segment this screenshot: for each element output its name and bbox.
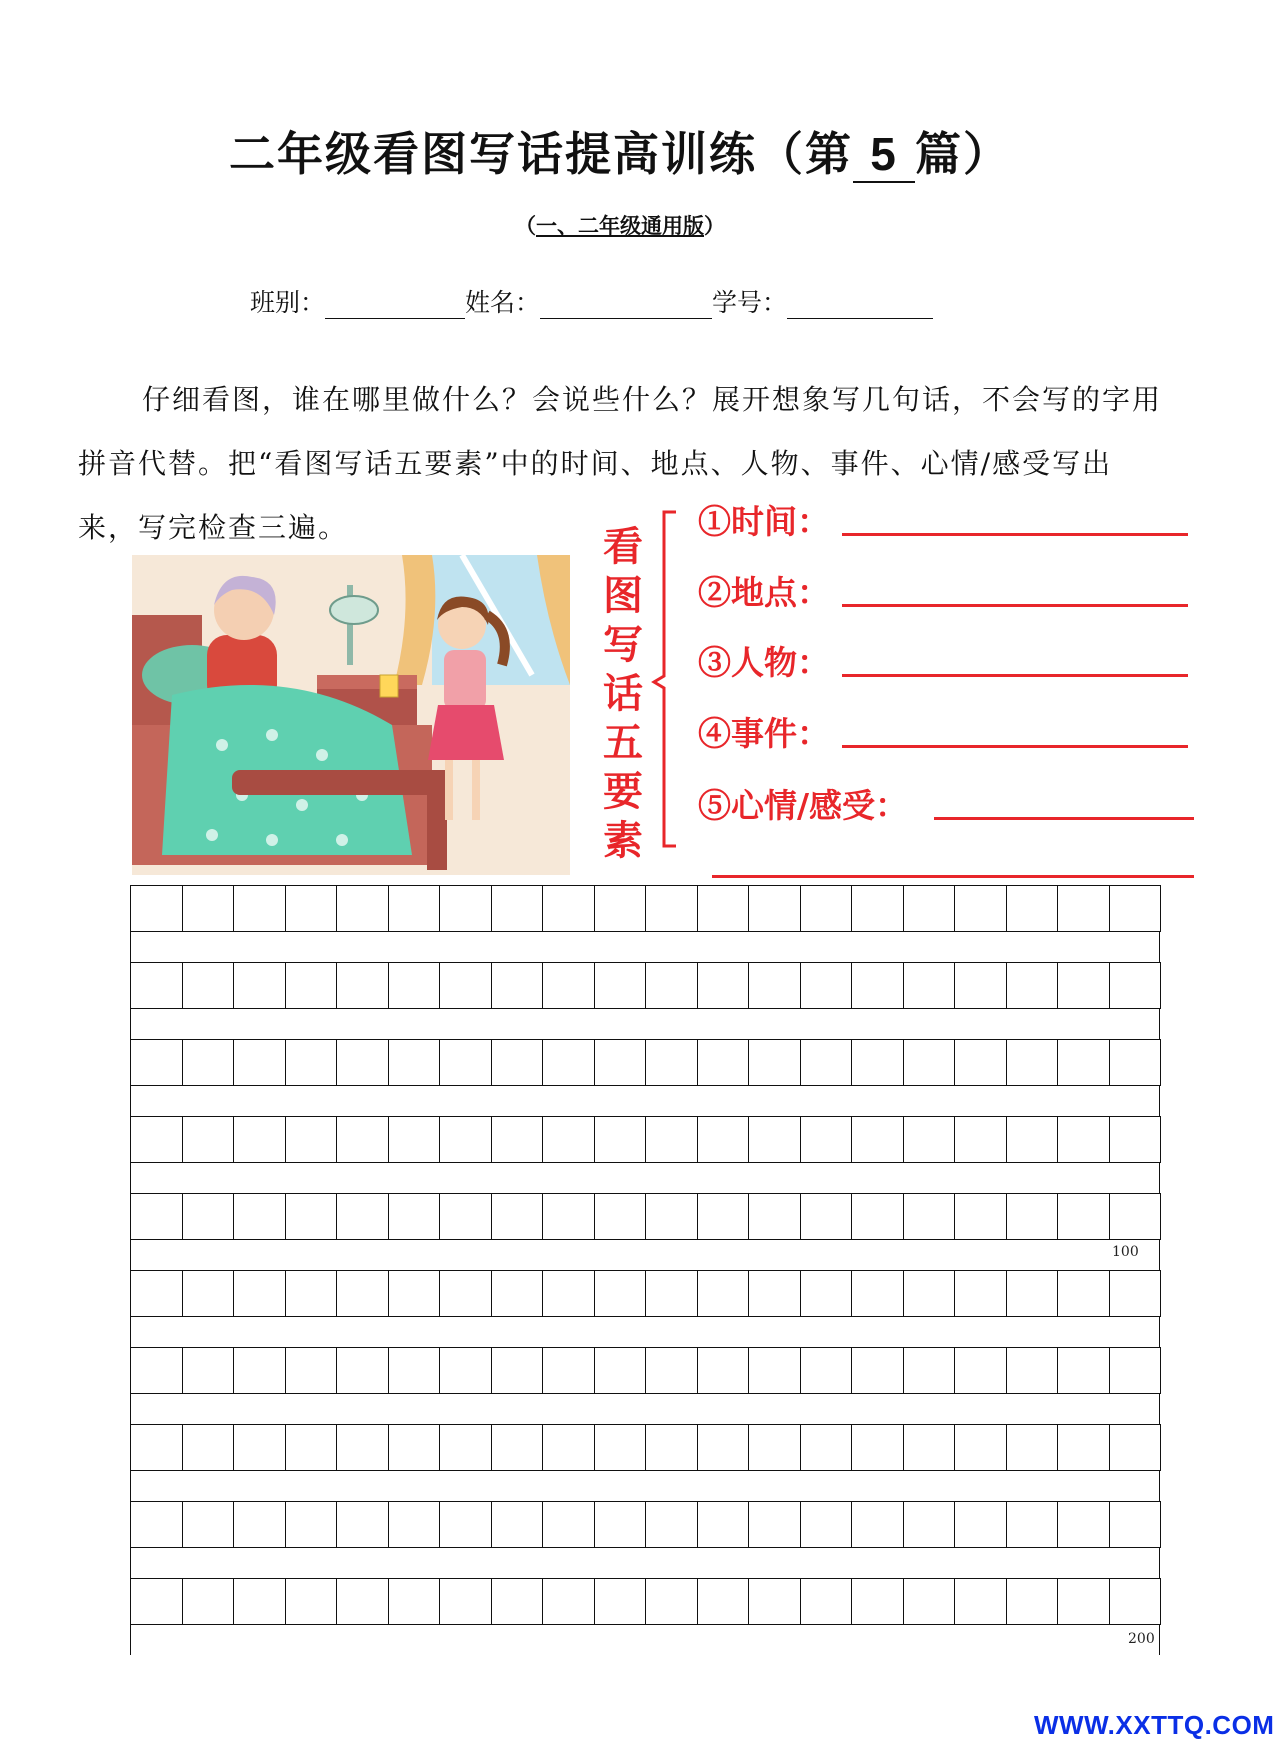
grid-cell[interactable] <box>389 1117 441 1162</box>
grid-cell[interactable] <box>1007 1117 1059 1162</box>
grid-cell[interactable] <box>337 1117 389 1162</box>
name-label: 姓名： <box>465 288 541 317</box>
grid-cell[interactable] <box>852 1348 904 1393</box>
grid-cell[interactable] <box>852 1040 904 1085</box>
grid-cell[interactable] <box>337 886 389 931</box>
grid-cell[interactable] <box>131 1271 183 1316</box>
grid-cell[interactable] <box>543 1348 595 1393</box>
grid-cell[interactable] <box>801 1579 853 1624</box>
grid-cell[interactable] <box>749 1194 801 1239</box>
element-label: ⑤心情/感受： <box>698 786 909 825</box>
grid-cell[interactable] <box>595 1425 647 1470</box>
grid-cell[interactable] <box>904 1579 956 1624</box>
grid-cell[interactable] <box>543 1502 595 1547</box>
grid-cell[interactable] <box>1058 1040 1110 1085</box>
grid-cell[interactable] <box>440 1502 492 1547</box>
grid-cell[interactable] <box>801 1348 853 1393</box>
grid-cell[interactable] <box>698 1194 750 1239</box>
grid-cell[interactable] <box>698 1040 750 1085</box>
grid-cell[interactable] <box>801 1502 853 1547</box>
page-title <box>0 118 1240 184</box>
grid-cell[interactable] <box>698 886 750 931</box>
grid-cell[interactable] <box>1007 886 1059 931</box>
grid-cell[interactable] <box>595 1348 647 1393</box>
student-info <box>250 283 933 319</box>
grid-cell[interactable] <box>904 1271 956 1316</box>
grid-cell[interactable] <box>646 886 698 931</box>
grid-cell[interactable] <box>1110 1425 1162 1470</box>
grid-cell[interactable] <box>389 1040 441 1085</box>
grid-cell[interactable] <box>852 1271 904 1316</box>
footer-site: WWW.XXTTQ.COM <box>1034 1710 1274 1740</box>
grid-cell[interactable] <box>1007 963 1059 1008</box>
grid-cell[interactable] <box>1110 1271 1162 1316</box>
grid-cell[interactable] <box>955 1579 1007 1624</box>
grid-cell[interactable] <box>904 1040 956 1085</box>
grid-cell[interactable] <box>440 1425 492 1470</box>
grid-cell[interactable] <box>698 1348 750 1393</box>
grid-cell[interactable] <box>646 1348 698 1393</box>
grid-cell[interactable] <box>801 1194 853 1239</box>
grid-cell[interactable] <box>337 1194 389 1239</box>
grid-cell[interactable] <box>440 1348 492 1393</box>
grid-cell[interactable] <box>286 1502 338 1547</box>
grid-cell[interactable] <box>1007 1425 1059 1470</box>
grid-cell[interactable] <box>801 1117 853 1162</box>
grid-cell[interactable] <box>749 1271 801 1316</box>
grid-cell[interactable] <box>646 1040 698 1085</box>
grid-cell[interactable] <box>852 1579 904 1624</box>
grid-row <box>130 1578 1161 1625</box>
grid-cell[interactable] <box>543 886 595 931</box>
grid-cell[interactable] <box>440 1579 492 1624</box>
grid-row-gap <box>130 1316 1160 1347</box>
grid-cell[interactable] <box>1007 1271 1059 1316</box>
grid-cell[interactable] <box>234 1117 286 1162</box>
grid-cell[interactable] <box>183 963 235 1008</box>
grid-cell[interactable] <box>286 1194 338 1239</box>
grid-cell[interactable] <box>337 963 389 1008</box>
grid-cell[interactable] <box>749 1425 801 1470</box>
title-suffix: 篇） <box>915 127 1011 181</box>
grid-cell[interactable] <box>904 1117 956 1162</box>
grid-cell[interactable] <box>389 886 441 931</box>
grid-cell[interactable] <box>234 886 286 931</box>
grid-cell[interactable] <box>646 1579 698 1624</box>
grid-cell[interactable] <box>440 1040 492 1085</box>
grid-cell[interactable] <box>543 1117 595 1162</box>
grid-cell[interactable] <box>1110 1040 1162 1085</box>
subtitle-close: ） <box>704 214 725 238</box>
grid-cell[interactable] <box>595 886 647 931</box>
grid-row <box>130 1270 1161 1317</box>
grid-row-gap <box>130 1547 1160 1578</box>
grid-cell[interactable] <box>595 1194 647 1239</box>
subtitle <box>0 210 1240 240</box>
grid-cell[interactable] <box>801 1040 853 1085</box>
heading-char: 看 <box>603 523 643 570</box>
grid-cell[interactable] <box>1007 1040 1059 1085</box>
answer-line[interactable] <box>712 875 1194 878</box>
grid-row-gap <box>130 931 1160 962</box>
grid-cell[interactable] <box>337 1579 389 1624</box>
grid-cell[interactable] <box>1007 1348 1059 1393</box>
grid-cell[interactable] <box>440 1194 492 1239</box>
grid-cell[interactable] <box>749 1117 801 1162</box>
grid-cell[interactable] <box>337 1040 389 1085</box>
grid-cell[interactable] <box>131 963 183 1008</box>
grid-cell[interactable] <box>183 886 235 931</box>
grid-cell[interactable] <box>286 1040 338 1085</box>
grid-cell[interactable] <box>852 886 904 931</box>
grid-cell[interactable] <box>183 1502 235 1547</box>
grid-cell[interactable] <box>595 1579 647 1624</box>
grid-cell[interactable] <box>852 1502 904 1547</box>
grid-row <box>130 1116 1161 1163</box>
grid-cell[interactable] <box>801 963 853 1008</box>
grid-cell[interactable] <box>131 1194 183 1239</box>
grid-cell[interactable] <box>955 1040 1007 1085</box>
grid-cell[interactable] <box>904 886 956 931</box>
grid-cell[interactable] <box>1110 1579 1162 1624</box>
grid-cell[interactable] <box>852 1425 904 1470</box>
answer-line[interactable] <box>842 674 1188 677</box>
grid-row <box>130 1039 1161 1086</box>
grid-row <box>130 1193 1161 1240</box>
element-place[interactable] <box>698 567 1198 611</box>
grid-cell[interactable] <box>234 1348 286 1393</box>
grid-cell[interactable] <box>234 1425 286 1470</box>
grid-cell[interactable] <box>749 1579 801 1624</box>
element-label: ①时间： <box>698 502 830 541</box>
heading-char: 要 <box>603 768 643 815</box>
title-number: 5 <box>853 127 915 183</box>
grid-cell[interactable] <box>749 963 801 1008</box>
element-label: ④事件： <box>698 714 830 753</box>
grid-cell[interactable] <box>646 963 698 1008</box>
heading-char: 写 <box>603 621 643 668</box>
grid-cell[interactable] <box>1058 1502 1110 1547</box>
grid-cell[interactable] <box>492 1271 544 1316</box>
grid-cell[interactable] <box>904 1425 956 1470</box>
grid-cell[interactable] <box>955 1194 1007 1239</box>
grid-row-gap <box>130 1008 1160 1039</box>
grid-cell[interactable] <box>131 1348 183 1393</box>
id-field[interactable] <box>787 290 933 319</box>
bracket-icon <box>652 510 682 848</box>
grid-cell[interactable] <box>698 1271 750 1316</box>
grid-cell[interactable] <box>389 1271 441 1316</box>
grid-cell[interactable] <box>234 1040 286 1085</box>
grid-cell[interactable] <box>801 1425 853 1470</box>
heading-char: 五 <box>603 719 643 766</box>
grid-cell[interactable] <box>1110 963 1162 1008</box>
grid-cell[interactable] <box>492 1579 544 1624</box>
grid-cell[interactable] <box>492 1194 544 1239</box>
grid-cell[interactable] <box>595 1040 647 1085</box>
grid-cell[interactable] <box>337 1425 389 1470</box>
grid-cell[interactable] <box>852 963 904 1008</box>
heading-char: 素 <box>603 817 643 864</box>
grid-cell[interactable] <box>492 1425 544 1470</box>
answer-line[interactable] <box>842 533 1188 536</box>
grid-cell[interactable] <box>389 1194 441 1239</box>
grid-cell[interactable] <box>852 1194 904 1239</box>
grid-cell[interactable] <box>543 1194 595 1239</box>
grid-cell[interactable] <box>183 1117 235 1162</box>
grid-cell[interactable] <box>1058 1271 1110 1316</box>
element-event[interactable] <box>698 708 1198 752</box>
grid-cell[interactable] <box>389 963 441 1008</box>
grid-cell[interactable] <box>286 963 338 1008</box>
grid-cell[interactable] <box>1110 1502 1162 1547</box>
grid-cell[interactable] <box>286 1579 338 1624</box>
grid-cell[interactable] <box>543 1271 595 1316</box>
grid-cell[interactable] <box>286 1348 338 1393</box>
grid-cell[interactable] <box>440 1117 492 1162</box>
grid-cell[interactable] <box>286 1117 338 1162</box>
grid-cell[interactable] <box>955 1502 1007 1547</box>
grid-cell[interactable] <box>1007 1502 1059 1547</box>
grid-cell[interactable] <box>337 1348 389 1393</box>
grid-cell[interactable] <box>492 1502 544 1547</box>
heading-char: 话 <box>603 670 643 717</box>
title-prefix: 二年级看图写话提高训练（第 <box>229 127 853 181</box>
grandma-in-bed-girl-with-cup-illustration <box>132 555 570 875</box>
name-field[interactable] <box>540 290 712 319</box>
grid-cell[interactable] <box>492 963 544 1008</box>
grid-cell[interactable] <box>698 1579 750 1624</box>
grid-cell[interactable] <box>131 886 183 931</box>
grid-cell[interactable] <box>234 1579 286 1624</box>
grid-cell[interactable] <box>183 1271 235 1316</box>
grid-cell[interactable] <box>1058 963 1110 1008</box>
grid-cell[interactable] <box>852 1117 904 1162</box>
grid-cell[interactable] <box>749 1040 801 1085</box>
grid-row-gap <box>130 1239 1160 1270</box>
grid-cell[interactable] <box>904 1502 956 1547</box>
element-extra-line[interactable] <box>698 838 1198 882</box>
grid-cell[interactable] <box>1110 886 1162 931</box>
grid-row-gap <box>130 1624 1160 1655</box>
grid-cell[interactable] <box>1058 1425 1110 1470</box>
grid-cell[interactable] <box>131 1579 183 1624</box>
grid-cell[interactable] <box>337 1502 389 1547</box>
grid-cell[interactable] <box>286 1425 338 1470</box>
grid-cell[interactable] <box>131 1117 183 1162</box>
grid-cell[interactable] <box>183 1425 235 1470</box>
grid-cell[interactable] <box>543 1040 595 1085</box>
five-elements-heading <box>596 522 650 865</box>
grid-cell[interactable] <box>389 1425 441 1470</box>
grid-row-gap <box>130 1470 1160 1501</box>
grid-cell[interactable] <box>1007 1194 1059 1239</box>
heading-char: 图 <box>603 572 643 619</box>
grid-cell[interactable] <box>955 963 1007 1008</box>
grid-cell[interactable] <box>492 886 544 931</box>
grid-cell[interactable] <box>646 1194 698 1239</box>
grid-row <box>130 1501 1161 1548</box>
grid-cell[interactable] <box>492 1117 544 1162</box>
grid-cell[interactable] <box>646 1271 698 1316</box>
grid-cell[interactable] <box>1058 1579 1110 1624</box>
grid-cell[interactable] <box>1058 886 1110 931</box>
grid-cell[interactable] <box>389 1502 441 1547</box>
grid-row <box>130 1347 1161 1394</box>
grid-cell[interactable] <box>183 1348 235 1393</box>
grid-cell[interactable] <box>131 1425 183 1470</box>
grid-cell[interactable] <box>904 1194 956 1239</box>
grid-cell[interactable] <box>698 1502 750 1547</box>
grid-row-gap <box>130 1162 1160 1193</box>
grid-cell[interactable] <box>183 1579 235 1624</box>
grid-row-gap <box>130 1393 1160 1424</box>
grid-cell[interactable] <box>646 1502 698 1547</box>
element-feeling[interactable] <box>698 780 1198 824</box>
grid-cell[interactable] <box>595 963 647 1008</box>
grid-cell[interactable] <box>955 1348 1007 1393</box>
grid-cell[interactable] <box>749 1502 801 1547</box>
grid-cell[interactable] <box>183 1194 235 1239</box>
grid-cell[interactable] <box>698 1117 750 1162</box>
grid-row-gap <box>130 1085 1160 1116</box>
grid-cell[interactable] <box>698 963 750 1008</box>
grid-cell[interactable] <box>543 1425 595 1470</box>
grid-cell[interactable] <box>131 1040 183 1085</box>
grid-cell[interactable] <box>389 1579 441 1624</box>
grid-cell[interactable] <box>595 1117 647 1162</box>
grid-cell[interactable] <box>955 1271 1007 1316</box>
grid-cell[interactable] <box>440 963 492 1008</box>
grid-cell[interactable] <box>492 1348 544 1393</box>
grid-cell[interactable] <box>646 1425 698 1470</box>
element-label: ③人物： <box>698 643 830 682</box>
grid-cell[interactable] <box>955 1425 1007 1470</box>
grid-cell[interactable] <box>389 1348 441 1393</box>
grid-cell[interactable] <box>749 886 801 931</box>
grid-cell[interactable] <box>440 886 492 931</box>
answer-line[interactable] <box>934 817 1194 820</box>
grid-cell[interactable] <box>646 1117 698 1162</box>
grid-cell[interactable] <box>234 1502 286 1547</box>
grid-cell[interactable] <box>234 963 286 1008</box>
grid-cell[interactable] <box>543 963 595 1008</box>
grid-cell[interactable] <box>1007 1579 1059 1624</box>
count-mark-200: 200 <box>1128 1631 1155 1647</box>
grid-cell[interactable] <box>1058 1194 1110 1239</box>
grid-cell[interactable] <box>337 1271 389 1316</box>
grid-cell[interactable] <box>1058 1117 1110 1162</box>
answer-line[interactable] <box>842 745 1188 748</box>
class-field[interactable] <box>325 290 465 319</box>
grid-cell[interactable] <box>955 1117 1007 1162</box>
grid-cell[interactable] <box>595 1271 647 1316</box>
grid-cell[interactable] <box>131 1502 183 1547</box>
grid-row <box>130 885 1161 932</box>
grid-cell[interactable] <box>286 886 338 931</box>
grid-cell[interactable] <box>955 886 1007 931</box>
element-people[interactable] <box>698 637 1198 681</box>
grid-cell[interactable] <box>1110 1194 1162 1239</box>
element-label: ②地点： <box>698 573 830 612</box>
count-mark-100: 100 <box>1112 1244 1139 1260</box>
grid-cell[interactable] <box>749 1348 801 1393</box>
grid-cell[interactable] <box>234 1194 286 1239</box>
grid-row <box>130 962 1161 1009</box>
subtitle-edition: 一、二年级通用版 <box>536 214 704 238</box>
subtitle-open: （ <box>515 214 536 238</box>
grid-cell[interactable] <box>1110 1348 1162 1393</box>
element-time[interactable] <box>698 496 1198 540</box>
grid-cell[interactable] <box>1058 1348 1110 1393</box>
grid-cell[interactable] <box>183 1040 235 1085</box>
answer-line[interactable] <box>842 604 1188 607</box>
grid-cell[interactable] <box>1110 1117 1162 1162</box>
grid-cell[interactable] <box>904 963 956 1008</box>
grid-cell[interactable] <box>440 1271 492 1316</box>
id-label: 学号： <box>712 288 788 317</box>
grid-cell[interactable] <box>904 1348 956 1393</box>
grid-cell[interactable] <box>234 1271 286 1316</box>
grid-row <box>130 1424 1161 1471</box>
instructions: 仔细看图，谁在哪里做什么？会说些什么？展开想象写几句话，不会写的字用拼音代替。把“看图写话五要素”中的时间、地点、人物、事件、心情/感受写出来，写完检查三遍。 <box>78 383 1163 544</box>
grid-cell[interactable] <box>801 886 853 931</box>
class-label: 班别： <box>250 288 326 317</box>
grid-cell[interactable] <box>543 1579 595 1624</box>
grid-cell[interactable] <box>595 1502 647 1547</box>
grid-cell[interactable] <box>286 1271 338 1316</box>
grid-cell[interactable] <box>492 1040 544 1085</box>
grid-cell[interactable] <box>698 1425 750 1470</box>
grid-cell[interactable] <box>801 1271 853 1316</box>
